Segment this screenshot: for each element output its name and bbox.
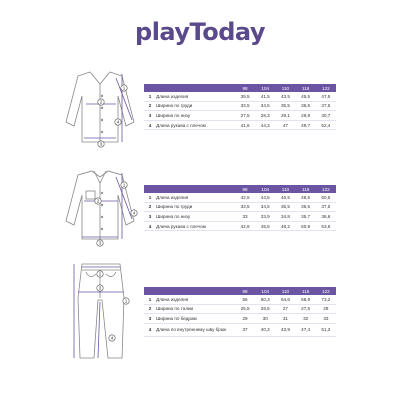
table-row <box>144 193 336 202</box>
measure-value: 53,6 <box>316 221 336 231</box>
measure-value: 46,5 <box>275 193 295 202</box>
size-header: 122 <box>316 287 336 295</box>
size-table-cardigan <box>144 84 336 130</box>
measure-value: 48,5 <box>296 193 316 202</box>
measure-value: 36,5 <box>296 101 316 111</box>
table-row <box>144 304 336 314</box>
measure-value: 51,3 <box>316 323 336 336</box>
measure-value: 37,5 <box>316 101 336 111</box>
measure-value: 47,5 <box>316 92 336 101</box>
measure-value: 49,7 <box>296 120 316 130</box>
measure-value: 36,5 <box>296 202 316 212</box>
measure-number: 2 <box>144 202 156 212</box>
size-header-row <box>144 287 336 295</box>
size-header-row <box>144 84 336 92</box>
table-row <box>144 212 336 222</box>
measure-value: 34,5 <box>255 101 275 111</box>
measure-name: Длина рукава с плечом <box>156 120 235 130</box>
measure-value: 45,5 <box>296 92 316 101</box>
measure-value: 35,5 <box>275 101 295 111</box>
table-row <box>144 120 336 130</box>
size-header: 122 <box>316 84 336 92</box>
measure-value: 68,9 <box>296 295 316 304</box>
svg-text:1: 1 <box>124 298 128 304</box>
table-row <box>144 202 336 212</box>
svg-text:2: 2 <box>99 99 103 105</box>
measure-value: 33,5 <box>235 202 255 212</box>
measure-value: 44,5 <box>255 193 275 202</box>
size-header: 122 <box>316 185 336 193</box>
measure-value: 31 <box>275 314 295 324</box>
measure-value: 25,5 <box>235 304 255 314</box>
size-sheet-shirt <box>0 163 400 263</box>
measure-value: 52,4 <box>316 120 336 130</box>
measure-value: 29 <box>235 314 255 324</box>
table-row <box>144 314 336 324</box>
svg-text:2: 2 <box>98 271 102 277</box>
measure-value: 40,3 <box>255 323 275 336</box>
measure-value: 47 <box>275 120 295 130</box>
svg-text:4: 4 <box>110 335 114 341</box>
size-header: 110 <box>275 185 295 193</box>
table-row <box>144 92 336 101</box>
measure-value: 42,8 <box>235 221 255 231</box>
table-row <box>144 221 336 231</box>
measure-value: 37 <box>235 323 255 336</box>
measure-value: 35,5 <box>275 202 295 212</box>
size-sheet-trousers <box>0 258 400 400</box>
trousers-illustration <box>60 258 140 398</box>
measure-value: 48,2 <box>275 221 295 231</box>
measure-value: 60,3 <box>255 295 275 304</box>
measure-number: 3 <box>144 212 156 222</box>
svg-text:3: 3 <box>98 240 102 246</box>
size-table-shirt <box>144 185 336 231</box>
measure-name: Ширина по низу <box>156 111 235 121</box>
measure-number: 2 <box>144 101 156 111</box>
measure-value: 26,5 <box>255 304 275 314</box>
measure-value: 56 <box>235 295 255 304</box>
measure-value: 27 <box>275 304 295 314</box>
measure-value: 42,5 <box>235 193 255 202</box>
size-header: 116 <box>296 287 316 295</box>
measure-value: 43,9 <box>275 323 295 336</box>
measure-name: Длина рукава с плечом <box>156 221 235 231</box>
measure-value: 41,5 <box>255 92 275 101</box>
size-header: 104 <box>255 287 275 295</box>
svg-text:4: 4 <box>116 119 120 125</box>
size-header-row <box>144 185 336 193</box>
table-row <box>144 323 336 336</box>
measure-badges <box>95 182 137 246</box>
measure-value: 33 <box>316 314 336 324</box>
svg-text:1: 1 <box>122 85 126 91</box>
measure-name: Длина изделия <box>156 193 235 202</box>
measure-value: 27,5 <box>296 304 316 314</box>
measure-value: 43,5 <box>275 92 295 101</box>
svg-text:3: 3 <box>98 285 102 291</box>
measure-number: 1 <box>144 92 156 101</box>
measure-value: 47,4 <box>296 323 316 336</box>
measure-value: 29,1 <box>275 111 295 121</box>
measure-number: 2 <box>144 304 156 314</box>
measure-value: 28 <box>316 304 336 314</box>
measure-number: 3 <box>144 111 156 121</box>
measure-name: Ширина по низу <box>156 212 235 222</box>
size-sheet-cardigan <box>0 62 400 162</box>
measure-value: 44,3 <box>255 120 275 130</box>
size-header: 116 <box>296 185 316 193</box>
measure-value: 37,5 <box>316 202 336 212</box>
measure-name: Ширина по бедрам <box>156 314 235 324</box>
measure-value: 35,7 <box>296 212 316 222</box>
measure-value: 33 <box>235 212 255 222</box>
measure-value: 29,9 <box>296 111 316 121</box>
table-row <box>144 295 336 304</box>
measure-number: 4 <box>144 221 156 231</box>
measure-value: 30 <box>255 314 275 324</box>
cardigan-illustration <box>60 62 140 162</box>
measure-value: 45,5 <box>255 221 275 231</box>
shirt-illustration <box>60 163 140 263</box>
measure-value: 32 <box>296 314 316 324</box>
measure-value: 36,6 <box>316 212 336 222</box>
size-header: 110 <box>275 287 295 295</box>
measure-name: Длина изделия <box>156 295 235 304</box>
svg-text:4: 4 <box>132 210 136 216</box>
measure-value: 39,5 <box>235 92 255 101</box>
measure-value: 30,7 <box>316 111 336 121</box>
measure-badges <box>97 271 129 341</box>
size-header: 104 <box>255 84 275 92</box>
svg-text:1: 1 <box>122 182 126 188</box>
measure-value: 34,8 <box>275 212 295 222</box>
measure-value: 50,9 <box>296 221 316 231</box>
measure-value: 41,6 <box>235 120 255 130</box>
measure-value: 50,5 <box>316 193 336 202</box>
size-header: 116 <box>296 84 316 92</box>
measure-number: 3 <box>144 314 156 324</box>
size-header: 98 <box>235 84 255 92</box>
measure-value: 27,5 <box>235 111 255 121</box>
measure-number: 4 <box>144 120 156 130</box>
measure-value: 33,9 <box>255 212 275 222</box>
size-header: 98 <box>235 185 255 193</box>
measure-value: 73,2 <box>316 295 336 304</box>
measure-name: Длина изделия <box>156 92 235 101</box>
measure-number: 1 <box>144 295 156 304</box>
size-header: 110 <box>275 84 295 92</box>
measure-number: 4 <box>144 323 156 336</box>
measure-value: 33,5 <box>235 101 255 111</box>
table-row <box>144 101 336 111</box>
size-header: 98 <box>235 287 255 295</box>
measure-value: 28,3 <box>255 111 275 121</box>
size-table-trousers <box>144 287 336 337</box>
size-header: 104 <box>255 185 275 193</box>
svg-text:2: 2 <box>96 198 100 204</box>
measure-name: Ширина по талии <box>156 304 235 314</box>
table-row <box>144 111 336 121</box>
measure-name: Длина по внутреннему шву брюк <box>156 323 235 336</box>
measure-value: 64,6 <box>275 295 295 304</box>
measure-number: 1 <box>144 193 156 202</box>
measure-name: Ширина по груди <box>156 101 235 111</box>
brand-logo: playToday <box>135 18 265 46</box>
svg-text:3: 3 <box>99 141 103 147</box>
measure-value: 34,5 <box>255 202 275 212</box>
measure-name: Ширина по груди <box>156 202 235 212</box>
